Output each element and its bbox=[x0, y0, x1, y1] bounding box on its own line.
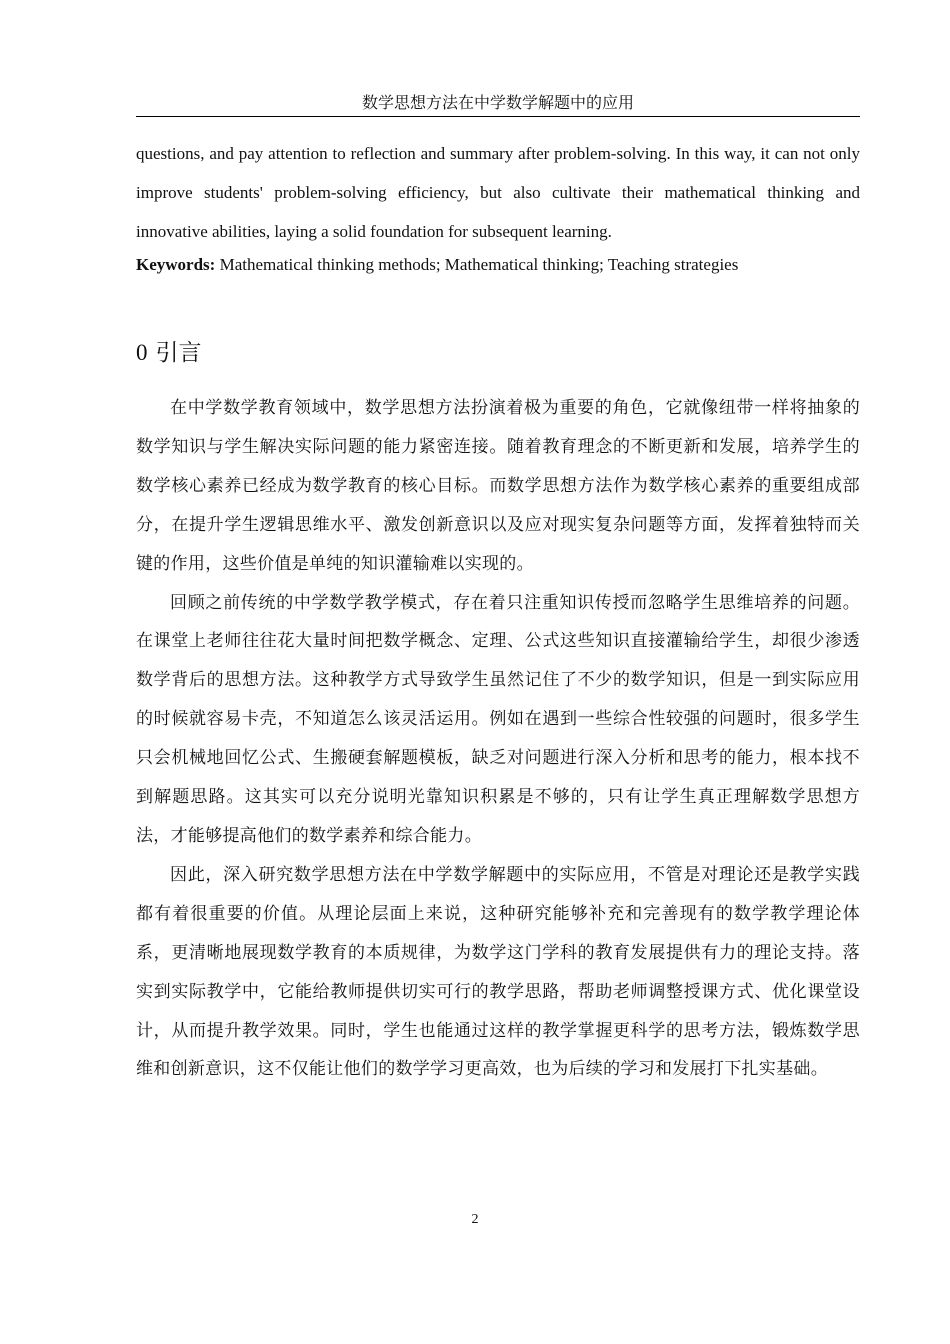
abstract-english-continuation: questions, and pay attention to reflection and summary after problem-solving. In this way, it can not only improve students' problem-solving efficiency, but also cultivate their mathematical thinking and innovative abilities, laying a solid foundation for subsequent learning. bbox=[136, 144, 860, 241]
running-header: 数学思想方法在中学数学解题中的应用 bbox=[136, 92, 860, 117]
paragraph: 在中学数学教育领域中，数学思想方法扮演着极为重要的角色，它就像纽带一样将抽象的数学知识与学生解决实际问题的能力紧密连接。随着教育理念的不断更新和发展，培养学生的数学核心素养已经成为数学教育的核心目标。而数学思想方法作为数学核心素养的重要组成部分，在提升学生逻辑思维水平、激发创新意识以及应对现实复杂问题等方面，发挥着独特而关键的作用，这些价值是单纯的知识灌输难以实现的。 bbox=[136, 398, 860, 574]
keywords-line bbox=[136, 250, 860, 280]
paragraph: 因此，深入研究数学思想方法在中学数学解题中的实际应用，不管是对理论还是教学实践都有着很重要的价值。从理论层面上来说，这种研究能够补充和完善现有的数学教学理论体系，更清晰地展现数学教育的本质规律，为数学这门学科的教育发展提供有力的理论支持。落实到实际教学中，它能给教师提供切实可行的教学思路，帮助老师调整授课方式、优化课堂设计，从而提升教学效果。同时，学生也能通过这样的教学掌握更科学的思考方法，锻炼数学思维和创新意识，这不仅能让他们的数学学习更高效，也为后续的学习和发展打下扎实基础。 bbox=[136, 864, 860, 1080]
section-title: 引言 bbox=[155, 340, 202, 366]
section-number: 0 bbox=[136, 340, 148, 365]
page-number: 2 bbox=[471, 1212, 479, 1227]
keywords-text: Mathematical thinking methods; Mathematical thinking; Teaching strategies bbox=[215, 255, 739, 274]
keywords-label: Keywords: bbox=[136, 255, 216, 274]
section-heading bbox=[136, 336, 202, 370]
body-text bbox=[136, 389, 860, 1089]
paragraph: 回顾之前传统的中学数学教学模式，存在着只注重知识传授而忽略学生思维培养的问题。在课堂上老师往往花大量时间把数学概念、定理、公式这些知识直接灌输给学生，却很少渗透数学背后的思想方法。这种教学方式导致学生虽然记住了不少的数学知识，但是一到实际应用的时候就容易卡壳，不知道怎么该灵活运用。例如在遇到一些综合性较强的问题时，很多学生只会机械地回忆公式、生搬硬套解题模板，缺乏对问题进行深入分析和思考的能力，根本找不到解题思路。这其实可以充分说明光靠知识积累是不够的，只有让学生真正理解数学思想方法，才能够提高他们的数学素养和综合能力。 bbox=[136, 592, 860, 846]
